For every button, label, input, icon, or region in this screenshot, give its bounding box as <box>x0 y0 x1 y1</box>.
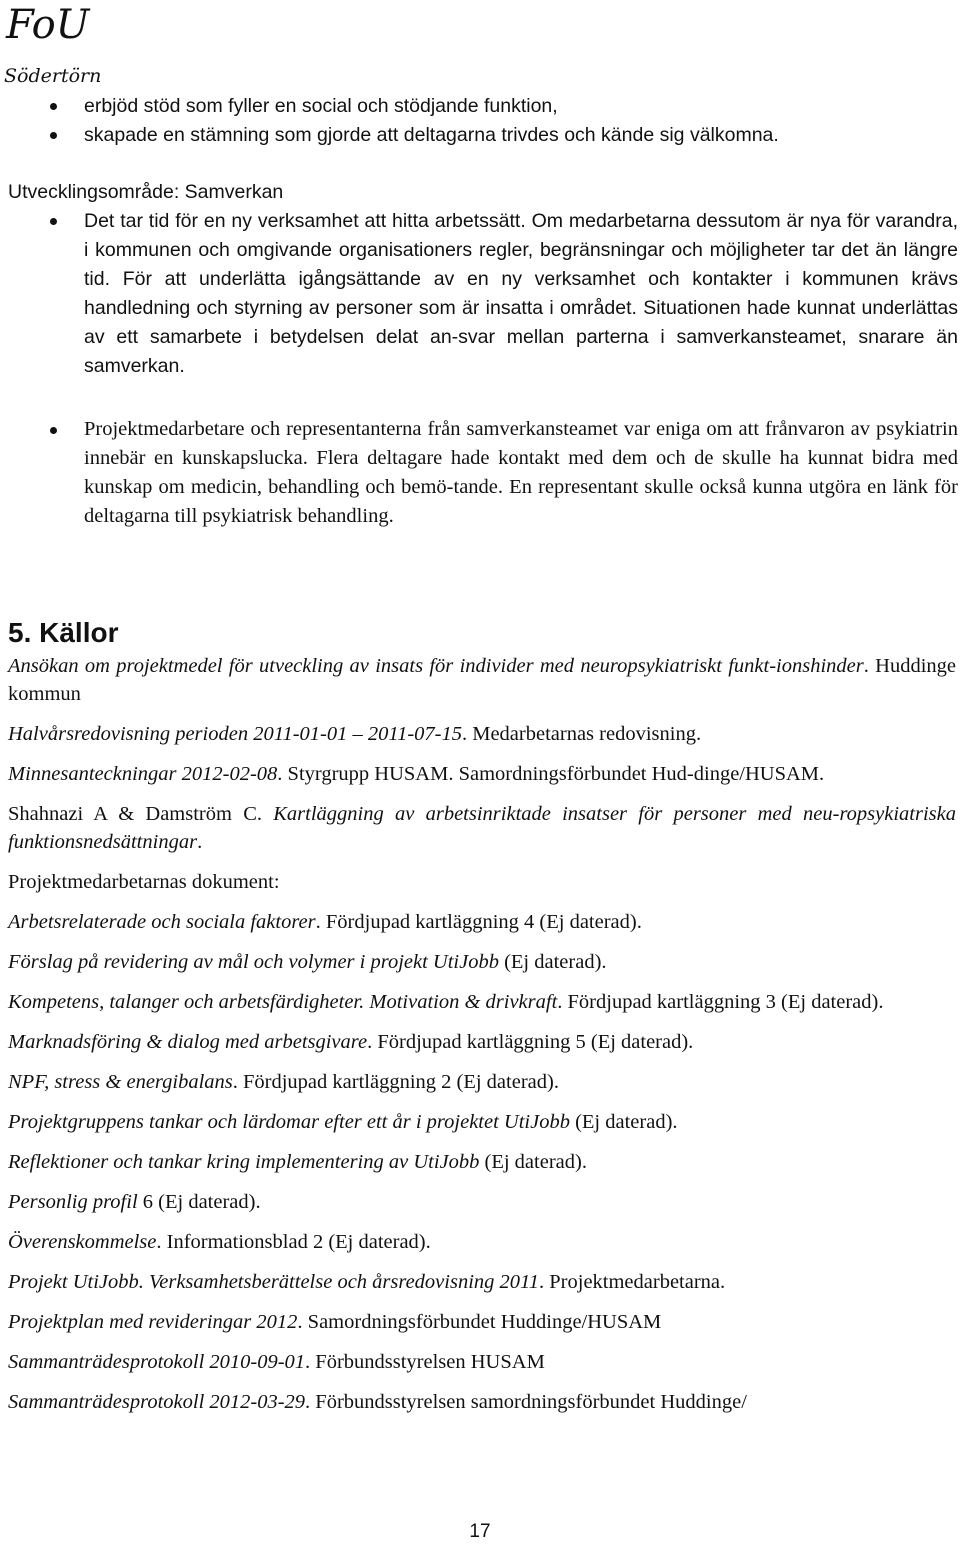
reference-title: Projektplan med revideringar 2012 <box>8 1311 298 1333</box>
reference-source: (Ej daterad). <box>498 951 607 973</box>
reference-source: . Medarbetarnas redovisning. <box>461 723 702 745</box>
fou-sodertorn-logo <box>4 2 102 88</box>
section-heading: 5. Källor <box>8 617 119 648</box>
reference-title: Kompetens, talanger och arbetsfärdigheter. Motivation & drivkraft <box>8 991 558 1013</box>
reference-title: Förslag på revidering av mål och volymer i projekt UtiJobb <box>8 951 499 973</box>
reference-title: Sammanträdesprotokoll 2010-09-01 <box>8 1351 306 1373</box>
reference-list <box>8 652 956 1416</box>
list-item: skapade en stämning som gjorde att deltagarna trivdes och kände sig välkomna. <box>8 121 958 150</box>
reference-item <box>8 1148 956 1176</box>
reference-item <box>8 652 956 708</box>
reference-source: . Fördjupad kartläggning 3 (Ej daterad). <box>557 991 884 1013</box>
reference-title: Projektgruppens tankar och lärdomar efter ett år i projektet UtiJobb <box>8 1111 570 1133</box>
reference-item <box>8 1228 956 1256</box>
reference-source: . Projektmedarbetarna. <box>539 1271 726 1293</box>
reference-item <box>8 908 956 936</box>
reference-title: Marknadsföring & dialog med arbetsgivare <box>8 1031 368 1053</box>
reference-source: . Informationsblad 2 (Ej daterad). <box>156 1231 431 1253</box>
reference-item <box>8 800 956 856</box>
reference-title: Minnesanteckningar 2012-02-08 <box>8 763 278 785</box>
reference-item <box>8 1188 956 1216</box>
development-area-title: Utvecklingsområde: Samverkan <box>8 181 284 203</box>
reference-title: Överenskommelse <box>8 1231 157 1253</box>
reference-item <box>8 988 956 1016</box>
reference-source: . Samordningsförbundet Huddinge/HUSAM <box>297 1311 662 1333</box>
reference-source: . Fördjupad kartläggning 4 (Ej daterad). <box>315 911 642 933</box>
logo-fou-text: FoU <box>6 2 90 48</box>
reference-item <box>8 1308 956 1336</box>
reference-source: . Förbundsstyrelsen samordningsförbundet Huddinge/ <box>305 1391 747 1413</box>
reference-source: . Huddinge kommun <box>8 655 956 705</box>
reference-prefix: Projektmedarbetarnas dokument: <box>8 871 280 893</box>
reference-item <box>8 1028 956 1056</box>
reference-title: Kartläggning av arbetsinriktade insatser för personer med neu-ropsykiatriska funktionsnedsättningar <box>8 803 956 853</box>
reference-source: . Styrgrupp HUSAM. Samordningsförbundet Hud-dinge/HUSAM. <box>277 763 825 785</box>
development-area-bullets <box>8 207 958 381</box>
reference-source: . Fördjupad kartläggning 2 (Ej daterad). <box>232 1071 559 1093</box>
reference-item <box>8 1268 956 1296</box>
list-item: Det tar tid för en ny verksamhet att hitta arbetssätt. Om medarbetarna dessutom är nya för varandra, i kommunen och omgivande organisationers regler, begränsningar och möjligheter tar det än längre tid. För att underlätta igångsättande av en ny verksamhet och kontakter i kommunen krävs handledning och styrning av personer som är insatta i området. Situationen hade kunnat underlättas av ett samarbete i betydelsen delat an-svar mellan parterna i samverkansteamet, snarare än samverkan. <box>8 207 958 381</box>
reference-source: . Fördjupad kartläggning 5 (Ej daterad). <box>367 1031 694 1053</box>
reference-title: NPF, stress & energibalans <box>8 1071 233 1093</box>
reference-item <box>8 1348 956 1376</box>
reference-source: 6 (Ej daterad). <box>137 1191 261 1213</box>
reference-title: Halvårsredovisning perioden 2011-01-01 – 2011-07-15 <box>8 723 462 745</box>
reference-title: Arbetsrelaterade och sociala faktorer <box>8 911 316 933</box>
reference-item <box>8 760 956 788</box>
reference-source: (Ej daterad). <box>569 1111 678 1133</box>
reference-item <box>8 948 956 976</box>
reference-title: Sammanträdesprotokoll 2012-03-29 <box>8 1391 306 1413</box>
reference-item <box>8 720 956 748</box>
top-bullet-list <box>8 92 958 150</box>
list-item: erbjöd stöd som fyller en social och stödjande funktion, <box>8 92 958 121</box>
reference-title: Projekt UtiJobb. Verksamhetsberättelse och årsredovisning 2011 <box>8 1271 540 1293</box>
reference-prefix: Shahnazi A & Damström C. <box>8 803 274 825</box>
reference-title: Reflektioner och tankar kring implementering av UtiJobb <box>8 1151 480 1173</box>
reference-title: Ansökan om projektmedel för utveckling av insats för individer med neuropsykiatriskt funkt-ionshinder <box>8 655 864 677</box>
psychiatry-bullet <box>8 415 958 531</box>
reference-title: Personlig profil <box>8 1191 138 1213</box>
reference-source: (Ej daterad). <box>479 1151 587 1173</box>
list-item: Projektmedarbetare och representanterna från samverkansteamet var eniga om att frånvaron av psykiatrin innebär en kunskapslucka. Flera deltagare hade kontakt med dem och de skulle ha kunnat bidra med kunskap om medicin, behandling och bemö-tande. En representant skulle också kunna utgöra en länk för deltagarna till psykiatrisk behandling. <box>8 415 958 531</box>
reference-item <box>8 1068 956 1096</box>
reference-item <box>8 1388 956 1416</box>
logo-sodertorn-text: Södertörn <box>4 65 102 87</box>
page-number: 17 <box>469 1521 491 1542</box>
logo-mark <box>4 2 102 88</box>
reference-item <box>8 868 956 896</box>
reference-source: . <box>197 831 203 853</box>
reference-source: . Förbundsstyrelsen HUSAM <box>305 1351 545 1373</box>
reference-item <box>8 1108 956 1136</box>
